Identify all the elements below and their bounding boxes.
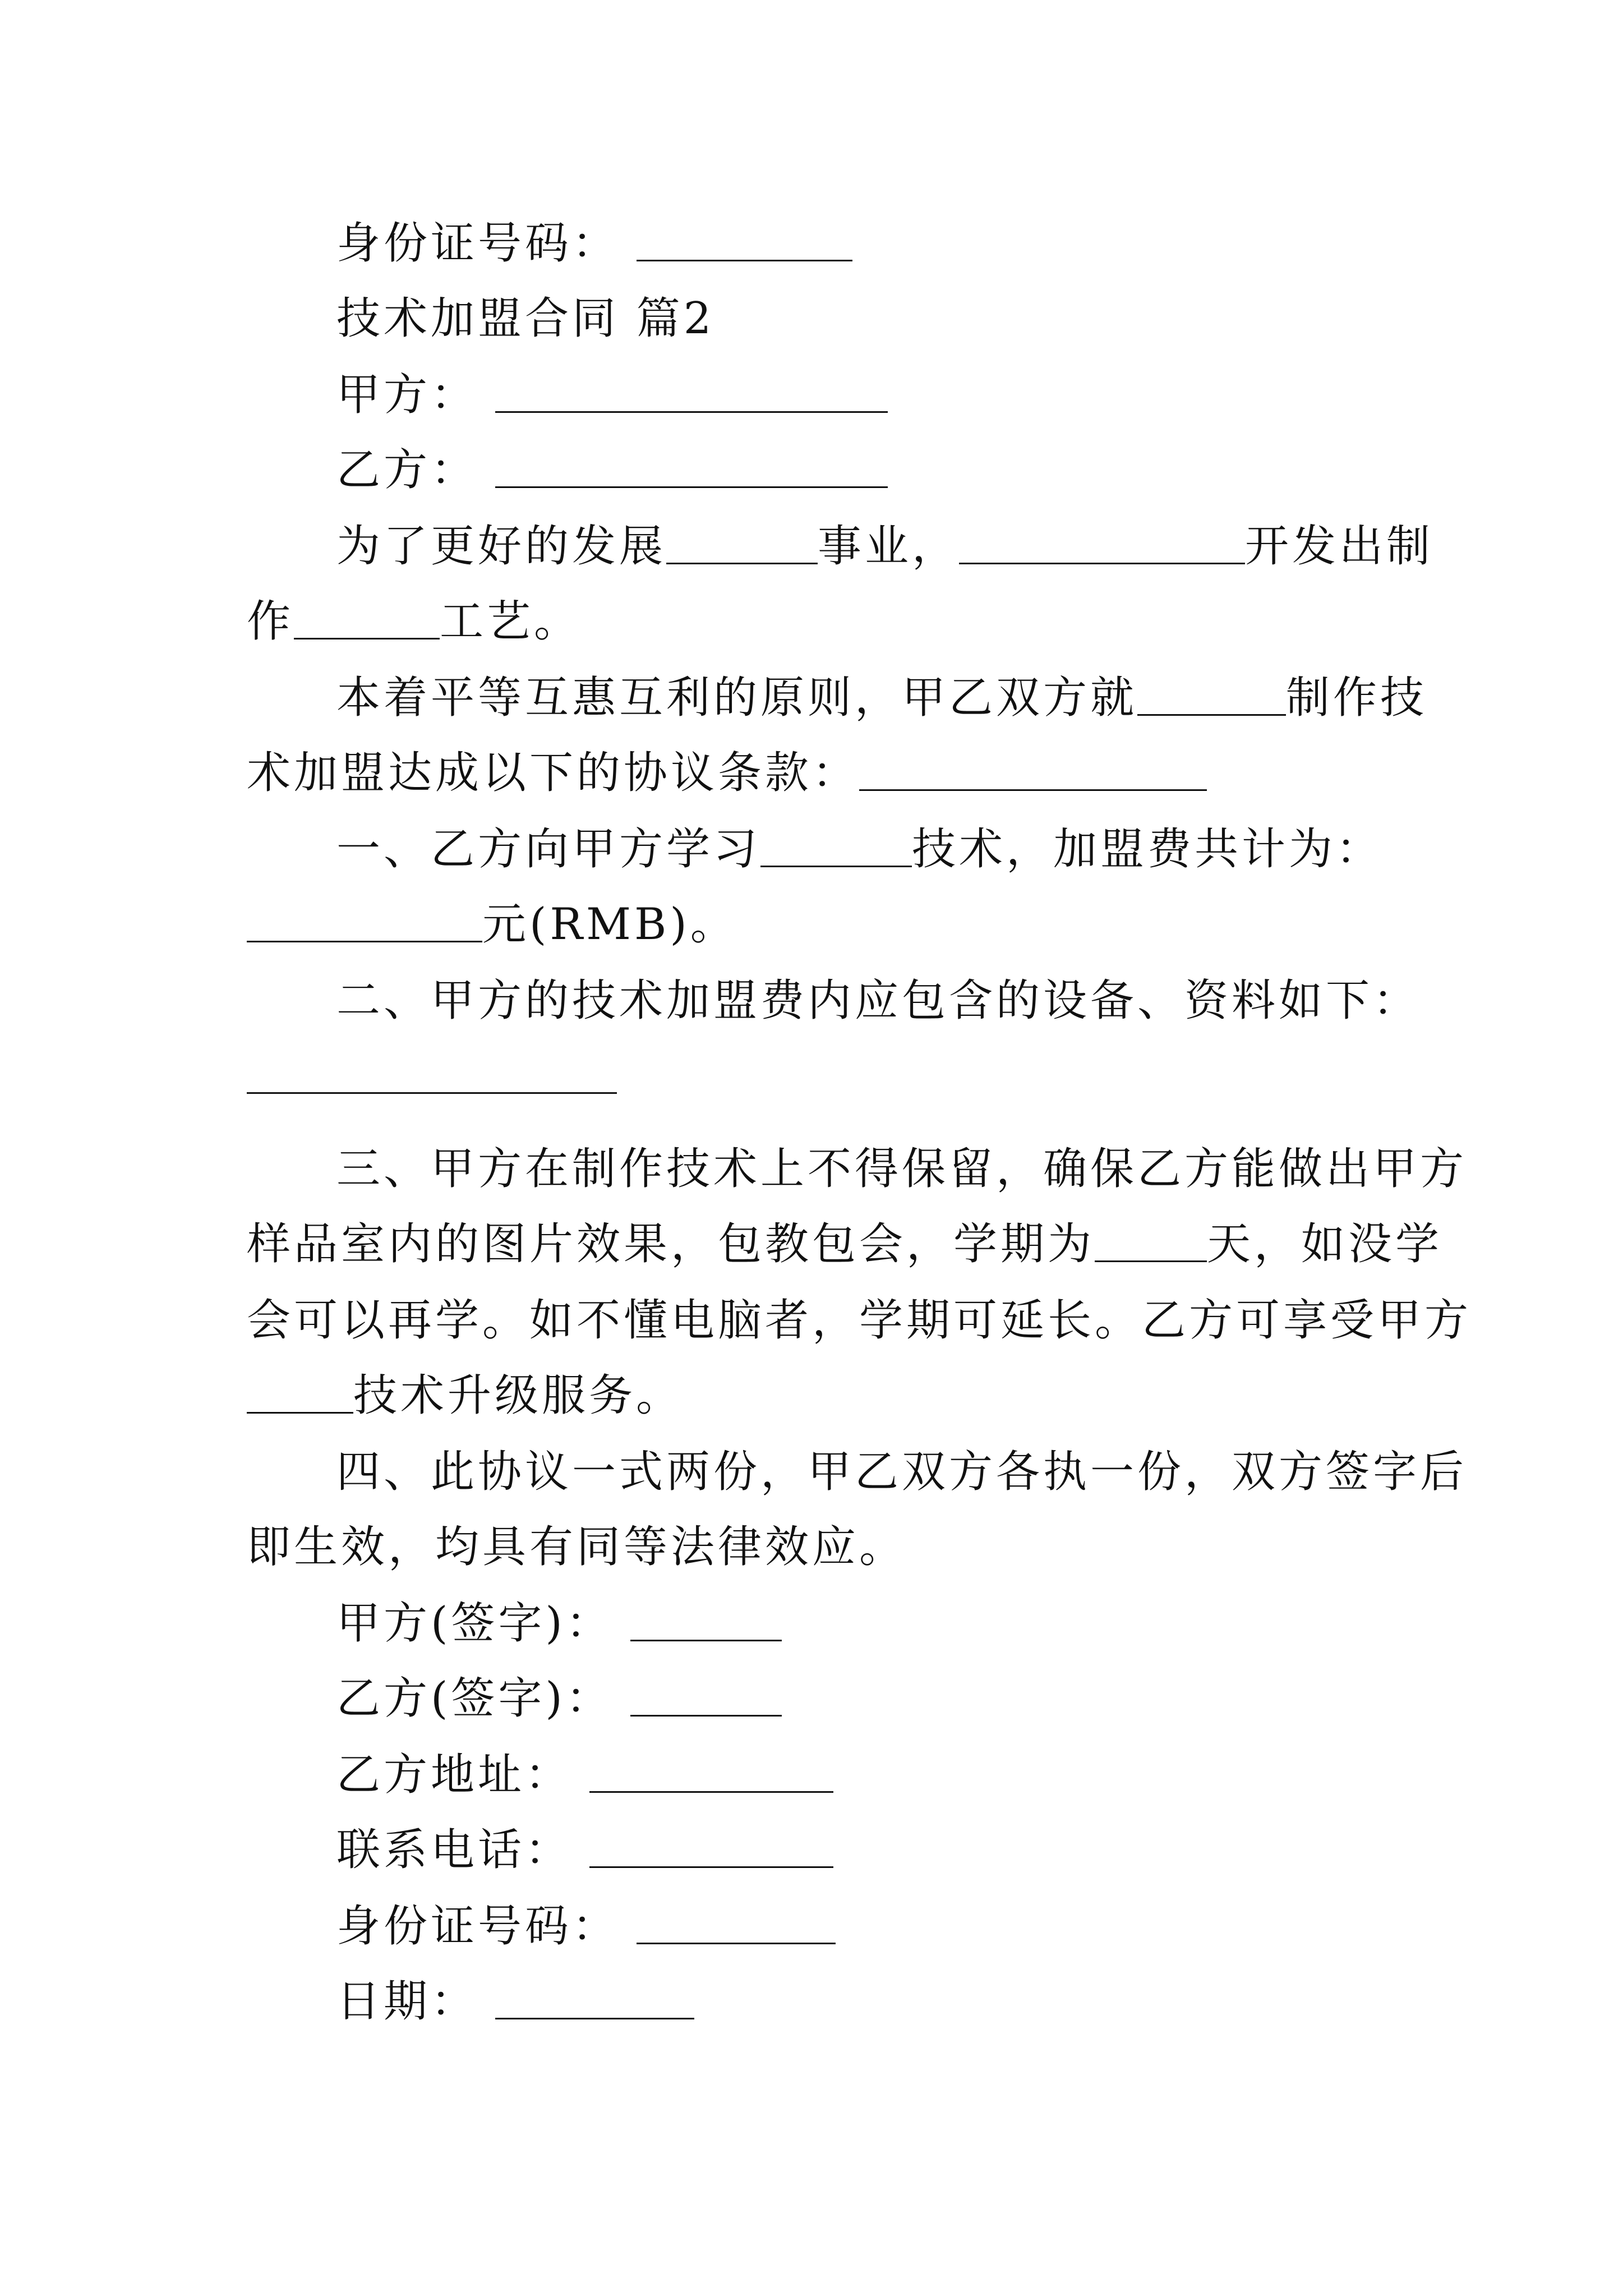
clause-3-line-1 <box>247 1131 1468 1207</box>
clause-4-text-1: 四、此协议一式两份，甲乙双方各执一份，双方签字后 <box>336 1447 1468 1497</box>
principle-line-1 <box>247 660 1428 736</box>
party-a-label: 甲方： <box>336 370 478 420</box>
principle-text-2: 制作技 <box>1286 673 1428 723</box>
phone-label: 联系电话： <box>336 1825 573 1875</box>
intro-line-1 <box>247 508 1434 585</box>
clause-3-text-3: 天，如没学 <box>1207 1219 1443 1269</box>
clause-4-line-1 <box>247 1434 1468 1510</box>
clause-1-line-2 <box>247 886 1385 963</box>
clause-3-line-2 <box>247 1206 1443 1282</box>
party-b-blank <box>495 443 888 488</box>
title-text: 技术加盟合同 篇2 <box>336 293 715 344</box>
clause-3-line-4 <box>247 1358 1385 1434</box>
intro-text-4: 作 <box>247 596 294 647</box>
party-b-sign-blank <box>630 1671 782 1717</box>
party-a-sign-line <box>247 1585 1385 1662</box>
intro-text-5: 工艺。 <box>440 596 582 647</box>
clause-2-text-1: 二、甲方的技术加盟费内应包含的设备、资料如下： <box>336 976 1421 1026</box>
party-b-address-blank <box>589 1747 833 1793</box>
clause-3-text-4: 会可以再学。如不懂电脑者，学期可延长。乙方可享受甲方 <box>247 1295 1472 1346</box>
id-number-label-top: 身份证号码： <box>336 218 620 269</box>
clause-4-line-2 <box>247 1509 1385 1585</box>
clause-1-blank-2 <box>247 897 482 942</box>
party-a-sign-blank <box>630 1596 782 1641</box>
id-number-line <box>247 1888 1385 1964</box>
party-a-line <box>247 357 1385 433</box>
principle-blank-1 <box>1137 670 1286 716</box>
clause-2-blank <box>247 1048 617 1094</box>
party-b-address-label: 乙方地址： <box>336 1750 573 1800</box>
clause-1-line-1 <box>247 811 1385 887</box>
party-b-address-line <box>247 1737 1385 1813</box>
clause-2-line-1 <box>247 963 1421 1039</box>
clause-4-text-2: 即生效，均具有同等法律效应。 <box>247 1522 907 1572</box>
intro-blank-1 <box>666 519 818 564</box>
date-line <box>247 1963 1385 2040</box>
id-number-label: 身份证号码： <box>336 1901 620 1952</box>
clause-2-line-2 <box>247 1038 1385 1114</box>
clause-3-line-3 <box>247 1282 1472 1359</box>
party-b-sign-label: 乙方(签字)： <box>336 1673 613 1724</box>
principle-text-1: 本着平等互惠互利的原则，甲乙双方就 <box>336 673 1138 723</box>
principle-blank-2 <box>859 746 1207 791</box>
intro-text-3: 开发出制 <box>1245 521 1434 572</box>
clause-3-text-1: 三、甲方在制作技术上不得保留，确保乙方能做出甲方 <box>336 1144 1468 1194</box>
clause-1-text-3: 元(RMB)。 <box>482 899 737 950</box>
id-number-blank <box>637 1899 836 1944</box>
intro-blank-2 <box>959 519 1245 564</box>
clause-3-blank-2 <box>247 1368 353 1414</box>
phone-blank <box>589 1823 833 1868</box>
intro-text-1: 为了更好的发展 <box>336 521 667 572</box>
intro-line-2 <box>247 583 1385 660</box>
document-title <box>247 280 1385 357</box>
clause-1-text-2: 技术，加盟费共计为： <box>912 824 1384 875</box>
party-b-line <box>247 432 1385 508</box>
phone-line <box>247 1812 1385 1888</box>
clause-1-text-1: 一、乙方向甲方学习 <box>336 824 761 875</box>
id-number-blank-top <box>637 216 852 261</box>
date-blank <box>495 1974 694 2019</box>
party-a-blank <box>495 367 888 413</box>
id-number-line-top <box>247 205 1385 282</box>
clause-3-text-2: 样品室内的图片效果，包教包会，学期为 <box>247 1219 1095 1269</box>
date-label: 日期： <box>336 1976 478 2027</box>
principle-text-3: 术加盟达成以下的协议条款： <box>247 748 860 798</box>
intro-blank-3 <box>294 594 440 639</box>
intro-text-2: 事业， <box>818 521 960 572</box>
party-b-label: 乙方： <box>336 445 478 495</box>
clause-3-text-5: 技术升级服务。 <box>353 1370 684 1421</box>
party-b-sign-line <box>247 1660 1385 1737</box>
party-a-sign-label: 甲方(签字)： <box>336 1598 613 1649</box>
principle-line-2 <box>247 735 1385 811</box>
clause-1-blank-1 <box>760 822 912 867</box>
clause-3-blank-1 <box>1095 1217 1207 1262</box>
